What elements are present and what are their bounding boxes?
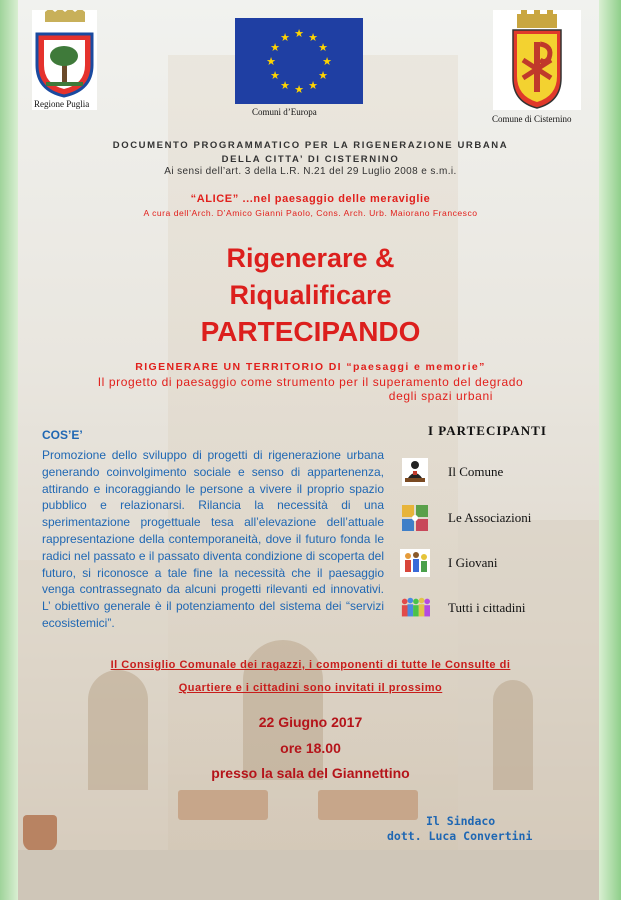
regione-puglia-logo [32,10,97,110]
svg-text:★: ★ [308,79,318,92]
header-line-1: DOCUMENTO PROGRAMMATICO PER LA RIGENERAZIONE URBANA [112,140,509,151]
title-line-1: Rigenerare & [226,243,395,273]
header-line-2: DELLA CITTA’ DI CISTERNINO [221,154,400,165]
pavement [18,850,599,900]
title-line-2: Riqualificare [229,280,392,310]
svg-text:★: ★ [318,41,328,54]
subtitle-line-2: Il progetto di paesaggio come strumento per il superamento del degrado [97,375,524,389]
svg-text:★: ★ [270,69,280,82]
cisternino-coat-of-arms-icon [493,10,581,110]
svg-text:★: ★ [280,79,290,92]
participant-label: I Giovani [448,555,498,570]
eu-stars-icon [235,18,363,104]
cose-paragraph: Promozione dello sviluppo di progetti di rigenerazione urbana generando coinvolgimento sociale e senso di appartenenza, attirando e incoraggiando le persone a vivere il proprio spazio pubblico e relazionarsi. Rilancia la necessità di una sperimentazione progettuale tesa all’elevazione dell’attuale rappresentazione della contemporaneità, dove il futuro fonda le radici nel passato e il passato diventa condizione di scoperta del futuro, si riconosce a tale fine la necessità che il paesaggio venga contrassegnato da alcuni progetti rilevanti ed innovativi. L’ obiettivo generale è il potenziamento del sistema dei “servizi ecosistemici”. [42,448,384,630]
participant-giovani [400,548,497,578]
eu-caption: Comuni d’Europa [252,107,317,117]
subtitle-line-3: degli spazi urbani [388,389,493,403]
crowd-icon [400,593,430,623]
svg-text:★: ★ [322,55,332,68]
comune-cisternino-logo [493,10,581,110]
title-line-3: PARTECIPANDO [200,316,421,347]
regione-puglia-emblem-icon [32,10,97,98]
svg-text:★: ★ [294,27,304,40]
comune-cisternino-caption: Comune di Cisternino [492,114,572,124]
participant-label: Il Comune [448,464,504,479]
regione-puglia-caption: Regione Puglia [34,99,90,109]
man-at-desk-icon [400,457,430,487]
svg-text:★: ★ [280,31,290,44]
header-line-3: Ai sensi dell’art. 3 della L.R. N.21 del 29 Luglio 2008 e s.m.i. [164,166,457,177]
event-time: ore 18.00 [280,740,341,756]
eu-flag [235,18,363,104]
participant-label: Tutti i cittadini [448,600,526,615]
bench-left [178,790,268,820]
participants-heading: I PARTECIPANTI [428,423,547,438]
svg-text:★: ★ [318,69,328,82]
flower-pot [23,815,57,851]
signature-name: dott. Luca Convertini [387,829,533,843]
svg-text:★: ★ [270,41,280,54]
signature-role: Il Sindaco [426,814,496,828]
svg-text:★: ★ [266,55,276,68]
youth-group-icon [400,548,430,578]
svg-text:★: ★ [308,31,318,44]
participant-label: Le Associazioni [448,510,532,525]
event-place: presso la sala del Giannettino [211,765,410,781]
invite-line-1: Il Consiglio Comunale dei ragazzi, i componenti di tutte le Consulte di [110,659,511,671]
bench-right [318,790,418,820]
svg-text:★: ★ [294,83,304,96]
event-date: 22 Giugno 2017 [258,714,363,730]
project-authors: A cura dell’Arch. D’Amico Gianni Paolo, Cons. Arch. Urb. Maiorano Francesco [143,208,478,218]
participant-cittadini [400,593,526,623]
puzzle-people-icon [400,503,430,533]
invite-line-2: Quartiere e i cittadini sono invitati il prossimo [178,682,443,694]
cose-heading: COS’E’ [42,428,83,442]
participant-comune [400,457,503,487]
project-name: “ALICE” ...nel paesaggio delle meraviglie [190,193,431,205]
subtitle-line-1: RIGENERARE UN TERRITORIO DI “paesaggi e memorie” [135,361,486,373]
participant-associazioni [400,503,531,533]
